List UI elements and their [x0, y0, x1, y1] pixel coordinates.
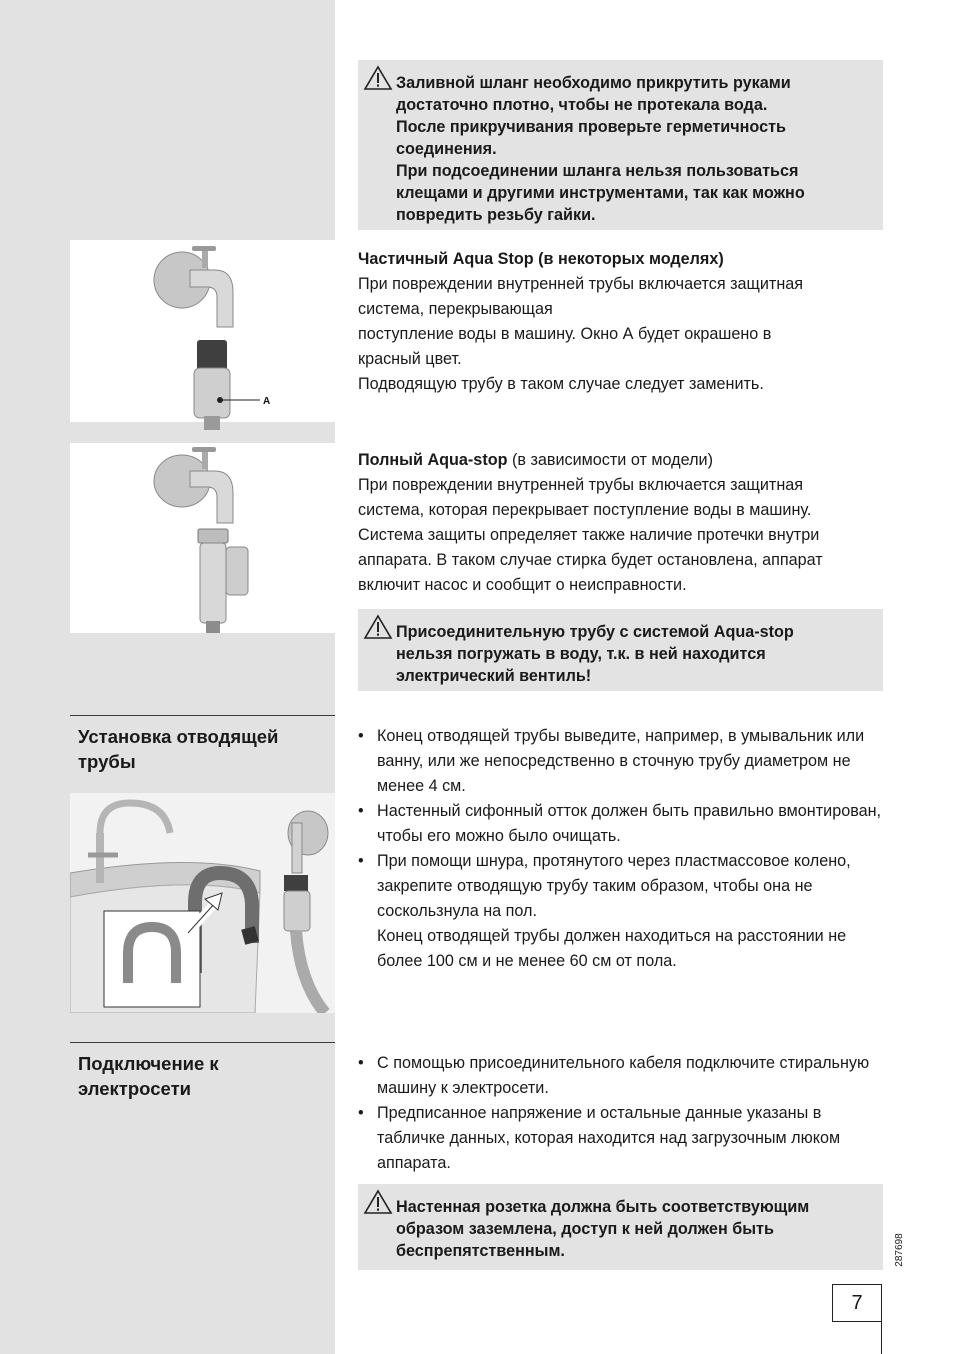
section-divider: [70, 1042, 335, 1043]
list-item: • Настенный сифонный отток должен быть правильно вмонтирован, чтобы его можно было очищать.: [358, 799, 888, 849]
list-item: • Предписанное напряжение и остальные данные указаны в табличке данных, которая находится над загрузочным люком аппарата.: [358, 1101, 888, 1176]
warning-line: соединения.: [396, 140, 497, 158]
drain-bullet-list: [358, 724, 888, 924]
section-divider: [70, 715, 335, 716]
full-aqua-stop-title: [358, 448, 888, 473]
full-aqua-stop-section: [358, 448, 888, 598]
full-aqua-stop-title-bold: Полный Aqua-stop: [358, 451, 508, 469]
warning-line: беспрепятственным.: [396, 1242, 565, 1260]
drain-distance-note: Конец отводящей трубы должен находиться на расстоянии не более 100 см и не менее 60 см от пола.: [377, 927, 847, 970]
left-sidebar-band: [0, 0, 335, 1354]
warning-line: клещами и другими инструментами, так как можно: [396, 184, 805, 202]
power-section-title: Подключение к электросети: [78, 1053, 219, 1099]
warning-box-hose-tightening: [358, 60, 883, 230]
body-line: При повреждении внутренней трубы включается защитная: [358, 275, 804, 293]
figure-label-a: A: [263, 396, 271, 407]
warning-line: Настенная розетка должна быть соответствующим: [396, 1198, 810, 1216]
warning-line: После прикручивания проверьте герметичность: [396, 118, 786, 136]
body-line: аппарата. В таком случае стирка будет остановлена, аппарат: [358, 551, 823, 569]
warning-box-aqua-stop-water: [358, 609, 883, 691]
warning-line: При подсоединении шланга нельзя пользоваться: [396, 162, 799, 180]
list-item: • При помощи шнура, протянутого через пластмассовое колено, закрепите отводящую трубу таким образом, чтобы она не соскользнула на пол.: [358, 849, 888, 924]
warning-triangle-icon: [363, 65, 393, 91]
warning-line: Присоединительную трубу с системой Aqua-stop: [396, 623, 794, 641]
body-line: Подводящую трубу в таком случае следует заменить.: [358, 375, 764, 393]
warning-line: повредить резьбу гайки.: [396, 206, 596, 224]
warning-line: Заливной шланг необходимо прикрутить руками: [396, 74, 791, 92]
warning-line: нельзя погружать в воду, т.к. в ней находится: [396, 645, 766, 663]
power-section-body: [358, 1051, 888, 1176]
full-aqua-stop-illustration: [70, 443, 335, 633]
document-code: 287698: [894, 1233, 905, 1267]
partial-aqua-stop-title: Частичный Aqua Stop (в некоторых моделях): [358, 250, 724, 268]
list-item: • Конец отводящей трубы выведите, например, в умывальник или ванну, или же непосредственно в сточную трубу диаметром не менее 4 см.: [358, 724, 888, 799]
partial-aqua-stop-illustration: [70, 240, 335, 430]
warning-triangle-icon: [363, 614, 393, 640]
drain-section-title: Установка отводящей трубы: [78, 726, 279, 772]
body-line: включит насос и сообщит о неисправности.: [358, 576, 687, 594]
drain-hose-illustration: [70, 793, 335, 1013]
body-line: система, перекрывающая: [358, 300, 553, 318]
power-bullet-list: [358, 1051, 888, 1176]
warning-triangle-icon: [363, 1189, 393, 1215]
body-line: красный цвет.: [358, 350, 462, 368]
body-line: система, которая перекрывает поступление воды в машину.: [358, 501, 812, 519]
body-line: Система защиты определяет также наличие протечки внутри: [358, 526, 820, 544]
partial-aqua-stop-section: [358, 247, 888, 397]
warning-line: образом заземлена, доступ к ней должен быть: [396, 1220, 774, 1238]
warning-box-socket: [358, 1184, 883, 1270]
list-item: • С помощью присоединительного кабеля подключите стиральную машину к электросети.: [358, 1051, 888, 1101]
page-number: 7: [832, 1284, 882, 1322]
warning-line: достаточно плотно, чтобы не протекала вода.: [396, 96, 768, 114]
body-line: При повреждении внутренней трубы включается защитная: [358, 476, 804, 494]
drain-section-body: [358, 724, 888, 974]
body-line: поступление воды в машину. Окно А будет окрашено в: [358, 325, 772, 343]
page-number-rule: [881, 1320, 882, 1354]
full-aqua-stop-title-rest: (в зависимости от модели): [507, 451, 713, 469]
warning-line: электрический вентиль!: [396, 667, 592, 685]
